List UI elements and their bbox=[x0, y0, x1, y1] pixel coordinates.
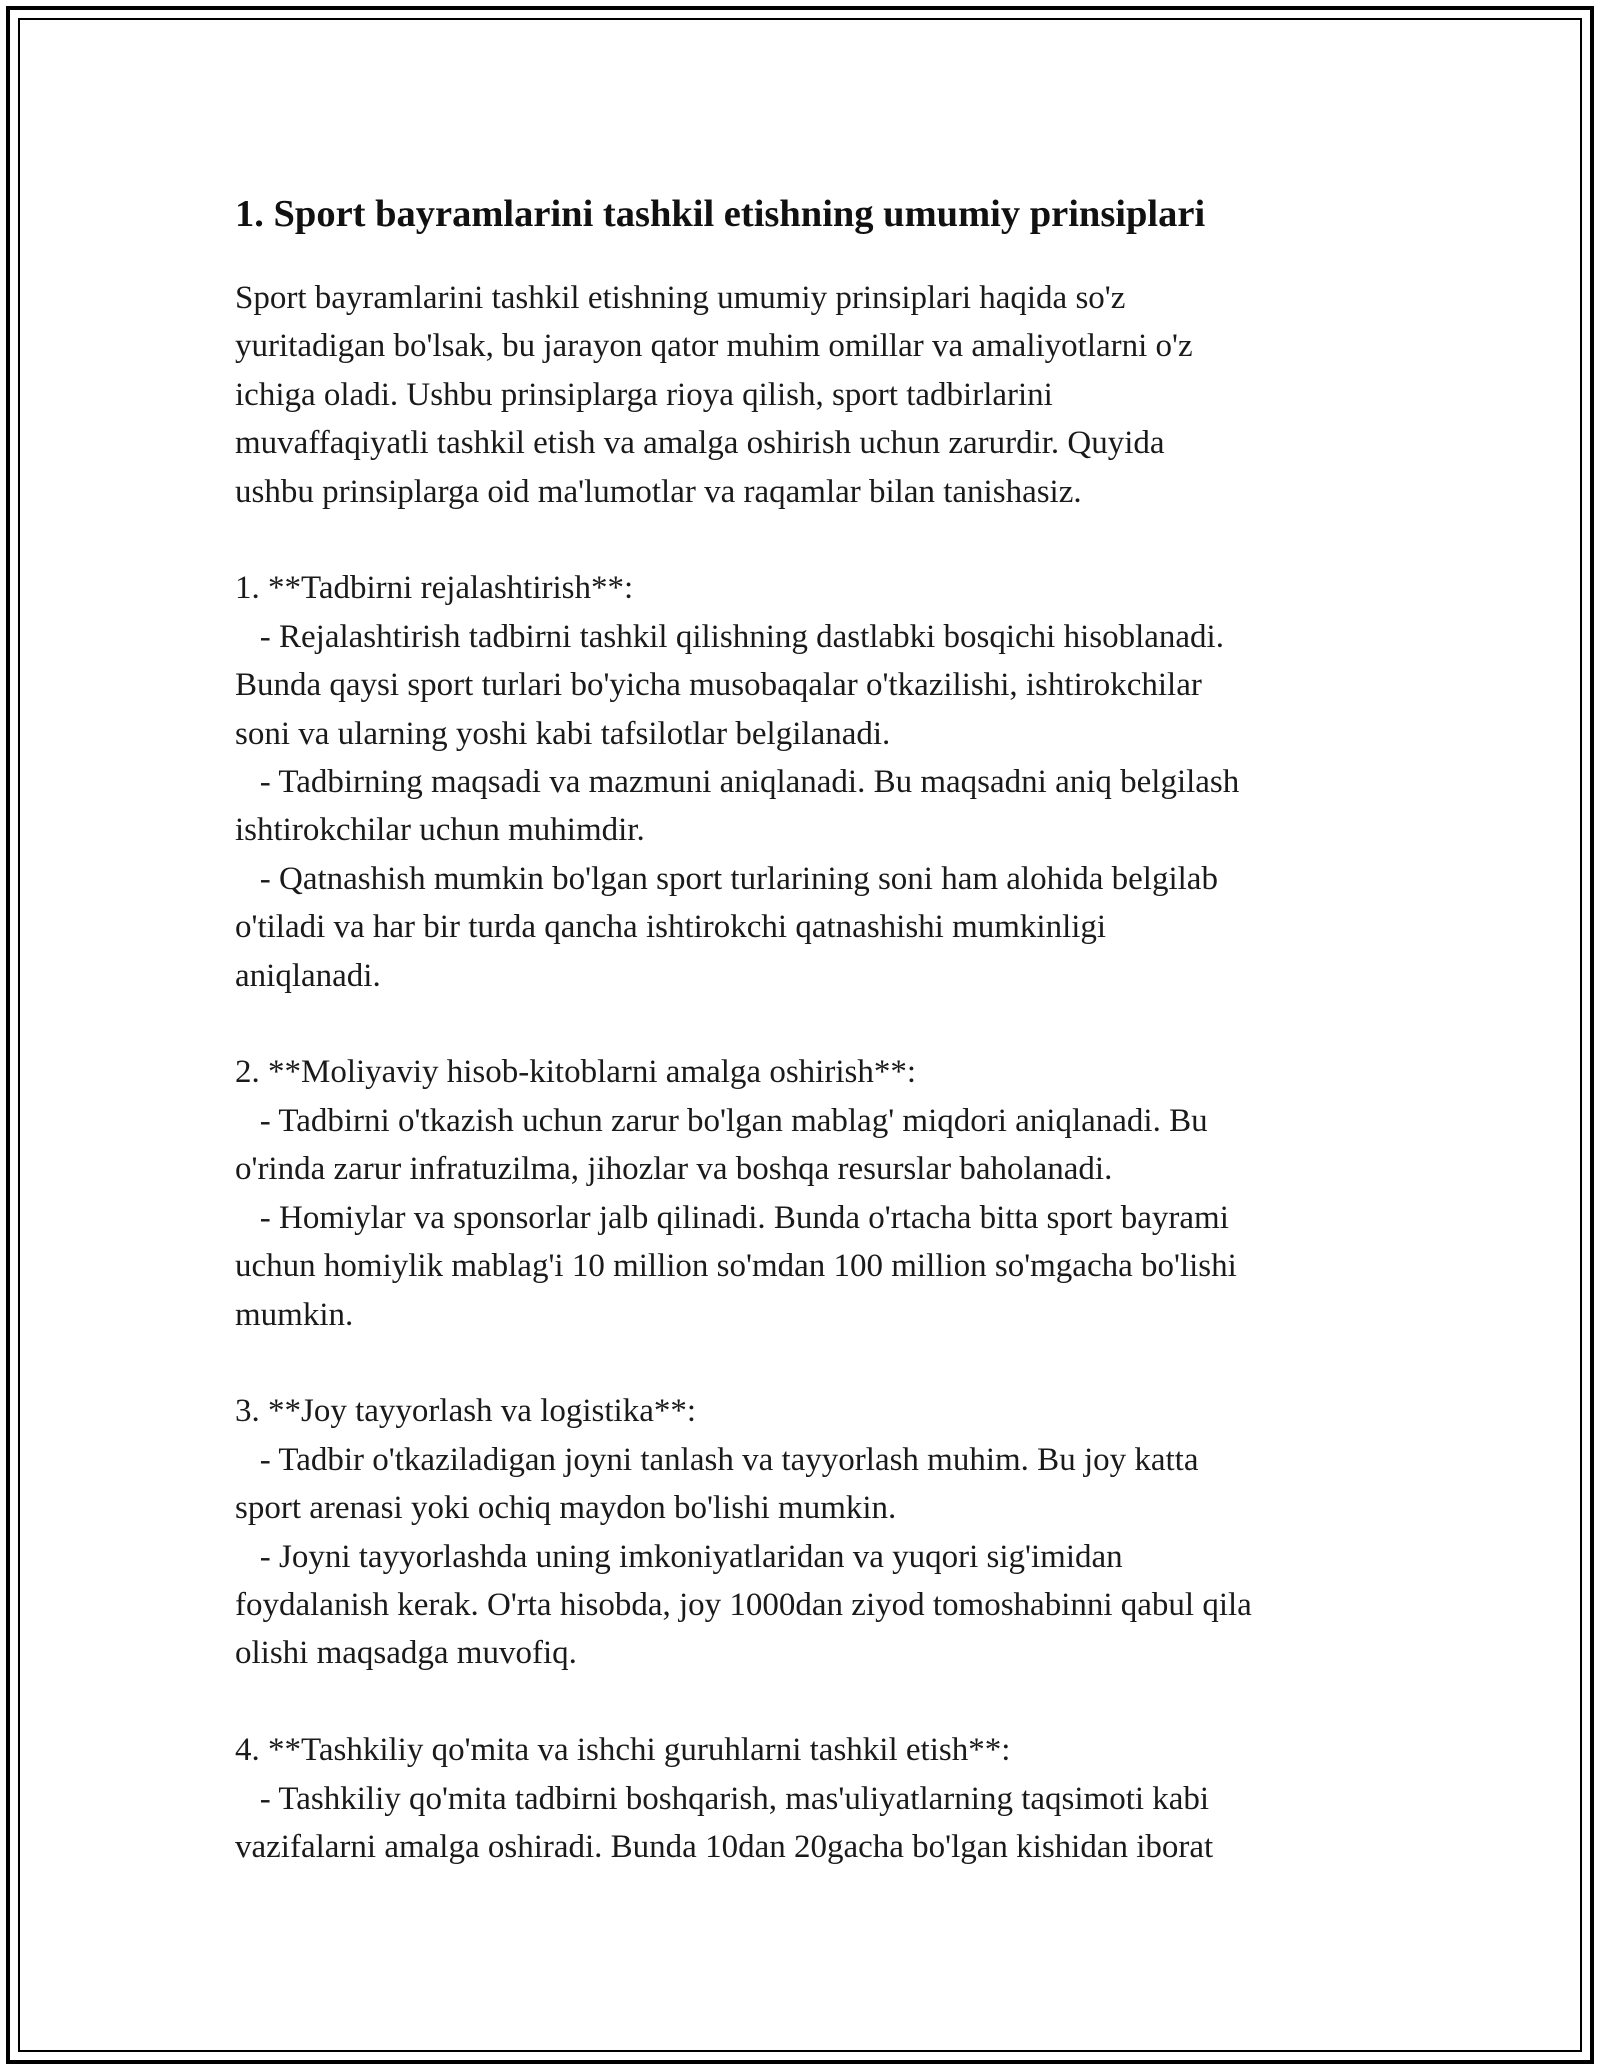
text-line: - Tadbirni o'tkazish uchun zarur bo'lgan mablag' miqdori aniqlanadi. Bu bbox=[235, 1102, 1208, 1139]
text-line: 4. **Tashkiliy qo'mita va ishchi guruhlarni tashkil etish**: bbox=[235, 1732, 1011, 1769]
text-line: 1. **Tadbirni rejalashtirish**: bbox=[235, 570, 634, 607]
text-line: - Qatnashish mumkin bo'lgan sport turlarining soni ham alohida belgilab bbox=[235, 860, 1218, 897]
text-line: olishi maqsadga muvofiq. bbox=[235, 1635, 577, 1672]
blank-line bbox=[235, 1339, 1375, 1387]
text-line: aniqlanadi. bbox=[235, 957, 381, 994]
text-line: uchun homiylik mablag'i 10 million so'mdan 100 million so'mgacha bo'lishi bbox=[235, 1248, 1237, 1285]
text-line: Bunda qaysi sport turlari bo'yicha musobaqalar o'tkazilishi, ishtirokchilar bbox=[235, 667, 1202, 704]
text-line: ushbu prinsiplarga oid ma'lumotlar va raqamlar bilan tanishasiz. bbox=[235, 473, 1082, 510]
text-line: o'tiladi va har bir turda qancha ishtirokchi qatnashishi mumkinligi bbox=[235, 909, 1107, 946]
text-line: vazifalarni amalga oshiradi. Bunda 10dan 20gacha bo'lgan kishidan iborat bbox=[235, 1828, 1214, 1865]
document-body bbox=[235, 186, 1375, 1871]
text-line: Sport bayramlarini tashkil etishning umumiy prinsiplari haqida so'z bbox=[235, 280, 1126, 316]
section-heading: 1. Sport bayramlarini tashkil etishning umumiy prinsiplari bbox=[235, 193, 1206, 235]
text-line: ishtirokchilar uchun muhimdir. bbox=[235, 812, 645, 849]
body-text bbox=[235, 274, 1375, 1871]
text-line: - Tadbirning maqsadi va mazmuni aniqlanadi. Bu maqsadni aniq belgilash bbox=[235, 764, 1240, 801]
blank-line bbox=[235, 1678, 1375, 1726]
text-line: - Rejalashtirish tadbirni tashkil qilishning dastlabki bosqichi hisoblanadi. bbox=[235, 618, 1224, 655]
text-line: o'rinda zarur infratuzilma, jihozlar va boshqa resurslar baholanadi. bbox=[235, 1151, 1113, 1188]
blank-line bbox=[235, 516, 1375, 564]
text-line: foydalanish kerak. O'rta hisobda, joy 1000dan ziyod tomoshabinni qabul qila bbox=[235, 1586, 1252, 1623]
text-line: - Joyni tayyorlashda uning imkoniyatlaridan va yuqori sig'imidan bbox=[235, 1538, 1123, 1575]
text-line: muvaffaqiyatli tashkil etish va amalga oshirish uchun zarurdir. Quyida bbox=[235, 425, 1165, 462]
text-line: yuritadigan bo'lsak, bu jarayon qator muhim omillar va amaliyotlarni o'z bbox=[235, 328, 1193, 365]
text-line: - Tashkiliy qo'mita tadbirni boshqarish, mas'uliyatlarning taqsimoti kabi bbox=[235, 1780, 1210, 1817]
blank-line bbox=[235, 1000, 1375, 1048]
text-line: - Homiylar va sponsorlar jalb qilinadi. Bunda o'rtacha bitta sport bayrami bbox=[235, 1199, 1229, 1236]
text-line: soni va ularning yoshi kabi tafsilotlar belgilanadi. bbox=[235, 715, 891, 752]
text-line: ichiga oladi. Ushbu prinsiplarga rioya qilish, sport tadbirlarini bbox=[235, 376, 1053, 413]
text-line: - Tadbir o'tkaziladigan joyni tanlash va tayyorlash muhim. Bu joy katta bbox=[235, 1441, 1199, 1478]
text-line: mumkin. bbox=[235, 1296, 354, 1333]
text-line: 2. **Moliyaviy hisob-kitoblarni amalga oshirish**: bbox=[235, 1054, 917, 1091]
text-line: sport arenasi yoki ochiq maydon bo'lishi mumkin. bbox=[235, 1490, 897, 1527]
text-line: 3. **Joy tayyorlash va logistika**: bbox=[235, 1393, 697, 1430]
